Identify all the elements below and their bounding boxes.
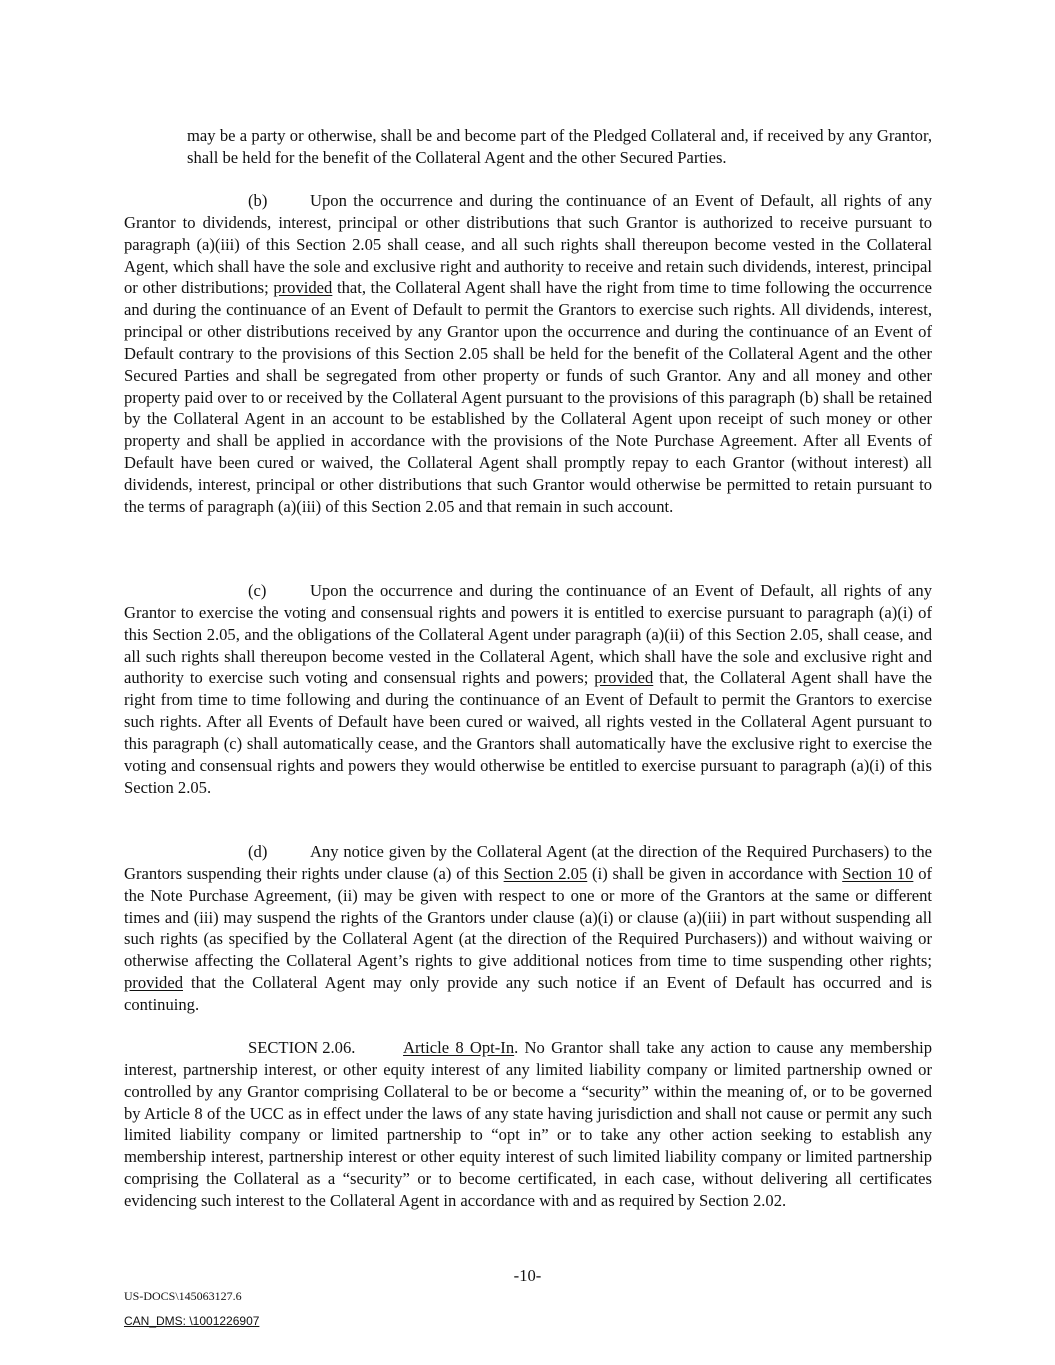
section-2-06-number: SECTION 2.06. (248, 1038, 356, 1057)
continuation-paragraph (187, 125, 932, 169)
paragraph-d-text-1: Any notice given by the Collateral Agent (at the direction of the Required Purchasers) to the Grantors suspending their rights under clause (a) of this (124, 842, 932, 883)
paragraph-b-text-2: that, the Collateral Agent shall have the right from time to time following the occurrence and during the continuance of an Event of Default to permit the Grantors to exercise such rights. All dividends, interest, principal or other distributions received by any Grantor upon the occurrence and during the continuance of an Event of Default contrary to the provisions of this Section 2.05 shall be held for the benefit of the Collateral Agent and the other Secured Parties and shall be segregated from other property or funds of such Grantor. Any and all money and other property paid over to or received by the Collateral Agent pursuant to the provisions of this paragraph (b) shall be retained by the Collateral Agent in an account to be established by the Collateral Agent upon receipt of such money or other property and shall be applied in accordance with the provisions of the Note Purchase Agreement. After all Events of Default have been cured or waived, the Collateral Agent shall promptly repay to each Grantor (without interest) all dividends, interest, principal or other distributions that such Grantor would otherwise be permitted to retain pursuant to the terms of paragraph (a)(iii) of this Section 2.05 and that remain in such account. (124, 278, 932, 516)
page-number: -10- (513, 1266, 542, 1285)
document-id-secondary: CAN_DMS: \1001226907 (124, 1314, 260, 1328)
paragraph-d (124, 841, 932, 1016)
paragraph-b (124, 190, 932, 518)
continuation-text: may be a party or otherwise, shall be and become part of the Pledged Collateral and, if received by any Grantor, shall be held for the benefit of the Collateral Agent and the other Secured Parties. (187, 126, 932, 167)
paragraph-c-label: (c) (248, 581, 267, 600)
paragraph-c (124, 580, 932, 798)
paragraph-d-text-4: that the Collateral Agent may only provide any such notice if an Event of Default has occurred and is continuing. (124, 973, 932, 1014)
paragraph-c-text-1: Upon the occurrence and during the continuance of an Event of Default, all rights of any Grantor to exercise the voting and consensual rights and powers it is entitled to exercise pursuant to paragraph (a)(i) of this Section 2.05, and the obligations of the Collateral Agent under paragraph (a)(ii) of this Section 2.05, shall cease, and all such rights shall thereupon become vested in the Collateral Agent, which shall have the sole and exclusive right and authority to exercise such voting and consensual rights and powers; (124, 581, 932, 688)
paragraph-c-provided: provided (594, 668, 654, 688)
paragraph-c-text-2: that, the Collateral Agent shall have the right from time to time following and during the continuance of an Event of Default to permit the Grantors to exercise such rights. After all Events of Default have been cured or waived, all rights vested in the Collateral Agent pursuant to this paragraph (c) shall automatically cease, and the Grantors shall automatically have the exclusive right to exercise the voting and consensual rights and powers they would otherwise be entitled to exercise pursuant to paragraph (a)(i) of this Section 2.05. (124, 668, 932, 797)
section-2-06-text: . No Grantor shall take any action to cause any membership interest, partnership interest, or other equity interest of any limited liability company or limited partnership owned or controlled by any Grantor comprising Collateral to be or become a “security” within the meaning of, or to be governed by Article 8 of the UCC as in effect under the laws of any state having jurisdiction and shall not cause or permit any such limited liability company or limited partnership to “opt in” or to take any other action seeking to establish any membership interest, partnership interest or other equity interest of such limited liability company or limited partnership comprising the Collateral as a “security” or to become certificated, in each case, without delivering all certificates evidencing such interest to the Collateral Agent in accordance with and as required by Section 2.02. (124, 1038, 933, 1210)
section-2-06 (124, 1037, 932, 1212)
paragraph-b-text-1: Upon the occurrence and during the continuance of an Event of Default, all rights of any Grantor to dividends, interest, principal or other distributions that such Grantor is authorized to receive pursuant to paragraph (a)(iii) of this Section 2.05 shall cease, and all such rights shall thereupon become vested in the Collateral Agent, which shall have the sole and exclusive right and authority to receive and retain such dividends, interest, principal or other distributions; (124, 191, 932, 298)
document-id: US-DOCS\145063127.6 (124, 1289, 242, 1303)
paragraph-d-text-2: (i) shall be given in accordance with (587, 863, 843, 883)
section-2-05-reference: Section 2.05 (503, 863, 588, 883)
section-2-06-heading: Article 8 Opt-In (403, 1038, 515, 1057)
paragraph-d-text-3: of the Note Purchase Agreement, (ii) may be given with respect to one or more of the Grantors at the same or different times and (iii) may suspend the rights of the Grantors under clause (a)(i) or clause (a)(iii) in part without suspending all such rights (as specified by the Collateral Agent (at the direction of the Required Purchasers)) and without waiving or otherwise affecting the Collateral Agent’s rights to give additional notices from time to time suspending other rights; (124, 863, 933, 971)
paragraph-d-label: (d) (248, 842, 268, 861)
section-10-reference: Section 10 (842, 863, 914, 883)
paragraph-b-label: (b) (248, 191, 268, 210)
paragraph-b-provided: provided (273, 278, 333, 298)
paragraph-d-provided: provided (124, 973, 183, 993)
